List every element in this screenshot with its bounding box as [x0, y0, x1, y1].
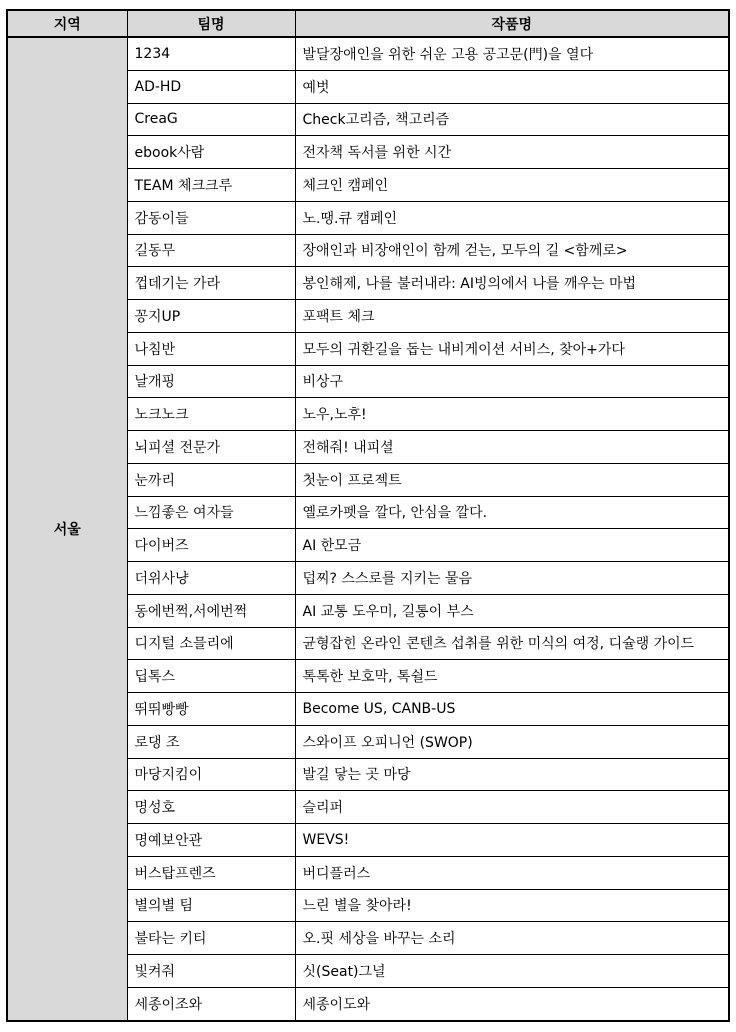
table-row: [7, 37, 729, 70]
work-title-cell: 버디플러스: [295, 856, 729, 889]
team-name-cell: 로댕 조: [127, 725, 295, 758]
work-title-cell: WEVS!: [295, 824, 729, 857]
team-name-cell: 날개핑: [127, 365, 295, 398]
work-title-cell: AI 한모금: [295, 529, 729, 562]
team-name-cell: AD-HD: [127, 70, 295, 103]
team-name-cell: 디지털 소믈리에: [127, 627, 295, 660]
team-name-cell: 껍데기는 가라: [127, 267, 295, 300]
team-name-cell: TEAM 체크크루: [127, 169, 295, 202]
team-name-cell: 불타는 키티: [127, 922, 295, 955]
team-name-cell: 다이버즈: [127, 529, 295, 562]
team-name-cell: 꽁지UP: [127, 300, 295, 333]
work-title-cell: AI 교통 도우미, 길통이 부스: [295, 594, 729, 627]
team-name-cell: CreaG: [127, 103, 295, 136]
work-title-cell: 체크인 캠페인: [295, 169, 729, 202]
work-title-cell: Become US, CANB-US: [295, 693, 729, 726]
team-table: [6, 9, 730, 1022]
work-title-cell: 오.핏 세상을 바꾸는 소리: [295, 922, 729, 955]
team-name-cell: ebook사람: [127, 136, 295, 169]
work-title-cell: 느린 별을 찾아라!: [295, 889, 729, 922]
work-title-cell: 비상구: [295, 365, 729, 398]
work-title-cell: 모두의 귀환길을 돕는 내비게이션 서비스, 찾아+가다: [295, 332, 729, 365]
header-work: 작품명: [295, 10, 729, 37]
team-name-cell: 빛켜줘: [127, 955, 295, 988]
team-name-cell: 느낌좋은 여자들: [127, 496, 295, 529]
work-title-cell: 노.땡.큐 캠페인: [295, 201, 729, 234]
team-name-cell: 나침반: [127, 332, 295, 365]
team-name-cell: 버스탑프렌즈: [127, 856, 295, 889]
work-title-cell: 스와이프 오피니언 (SWOP): [295, 725, 729, 758]
team-name-cell: 노크노크: [127, 398, 295, 431]
work-title-cell: Check고리즘, 책고리즘: [295, 103, 729, 136]
work-title-cell: 균형잡힌 온라인 콘텐츠 섭취를 위한 미식의 여정, 디슐랭 가이드: [295, 627, 729, 660]
work-title-cell: 슬리퍼: [295, 791, 729, 824]
header-region: 지역: [7, 10, 127, 37]
work-title-cell: 세종이도와: [295, 987, 729, 1020]
work-title-cell: 발길 닿는 곳 마당: [295, 758, 729, 791]
work-title-cell: 전해줘! 내피셜: [295, 431, 729, 464]
work-title-cell: 톡톡한 보호막, 톡쉴드: [295, 660, 729, 693]
team-name-cell: 감동이들: [127, 201, 295, 234]
work-title-cell: 포팩트 체크: [295, 300, 729, 333]
team-name-cell: 명예보안관: [127, 824, 295, 857]
work-title-cell: 노우,노후!: [295, 398, 729, 431]
work-title-cell: 장애인과 비장애인이 함께 걷는, 모두의 길 <함께로>: [295, 234, 729, 267]
team-name-cell: 눈까리: [127, 463, 295, 496]
team-name-cell: 1234: [127, 37, 295, 70]
header-row: [7, 10, 729, 37]
work-title-cell: 옐로카펫을 깔다, 안심을 깔다.: [295, 496, 729, 529]
team-name-cell: 별의별 팀: [127, 889, 295, 922]
work-title-cell: 예벗: [295, 70, 729, 103]
region-cell: 서울: [7, 37, 127, 1021]
work-title-cell: 첫눈이 프로젝트: [295, 463, 729, 496]
team-name-cell: 명성호: [127, 791, 295, 824]
team-name-cell: 뛰뛰빵빵: [127, 693, 295, 726]
team-name-cell: 세종이조와: [127, 987, 295, 1020]
header-team: 팀명: [127, 10, 295, 37]
table-body: [7, 37, 729, 1021]
work-title-cell: 싯(Seat)그널: [295, 955, 729, 988]
team-name-cell: 더위사냥: [127, 562, 295, 595]
team-name-cell: 마당지킴이: [127, 758, 295, 791]
work-title-cell: 봉인해제, 나를 불러내라: AI빙의에서 나를 깨우는 마법: [295, 267, 729, 300]
team-name-cell: 동에번쩍,서에번쩍: [127, 594, 295, 627]
team-name-cell: 뇌피셜 전문가: [127, 431, 295, 464]
work-title-cell: 발달장애인을 위한 쉬운 고용 공고문(門)을 열다: [295, 37, 729, 70]
team-name-cell: 딥톡스: [127, 660, 295, 693]
work-title-cell: 전자책 독서를 위한 시간: [295, 136, 729, 169]
work-title-cell: 덥찌? 스스로를 지키는 물음: [295, 562, 729, 595]
team-name-cell: 길동무: [127, 234, 295, 267]
